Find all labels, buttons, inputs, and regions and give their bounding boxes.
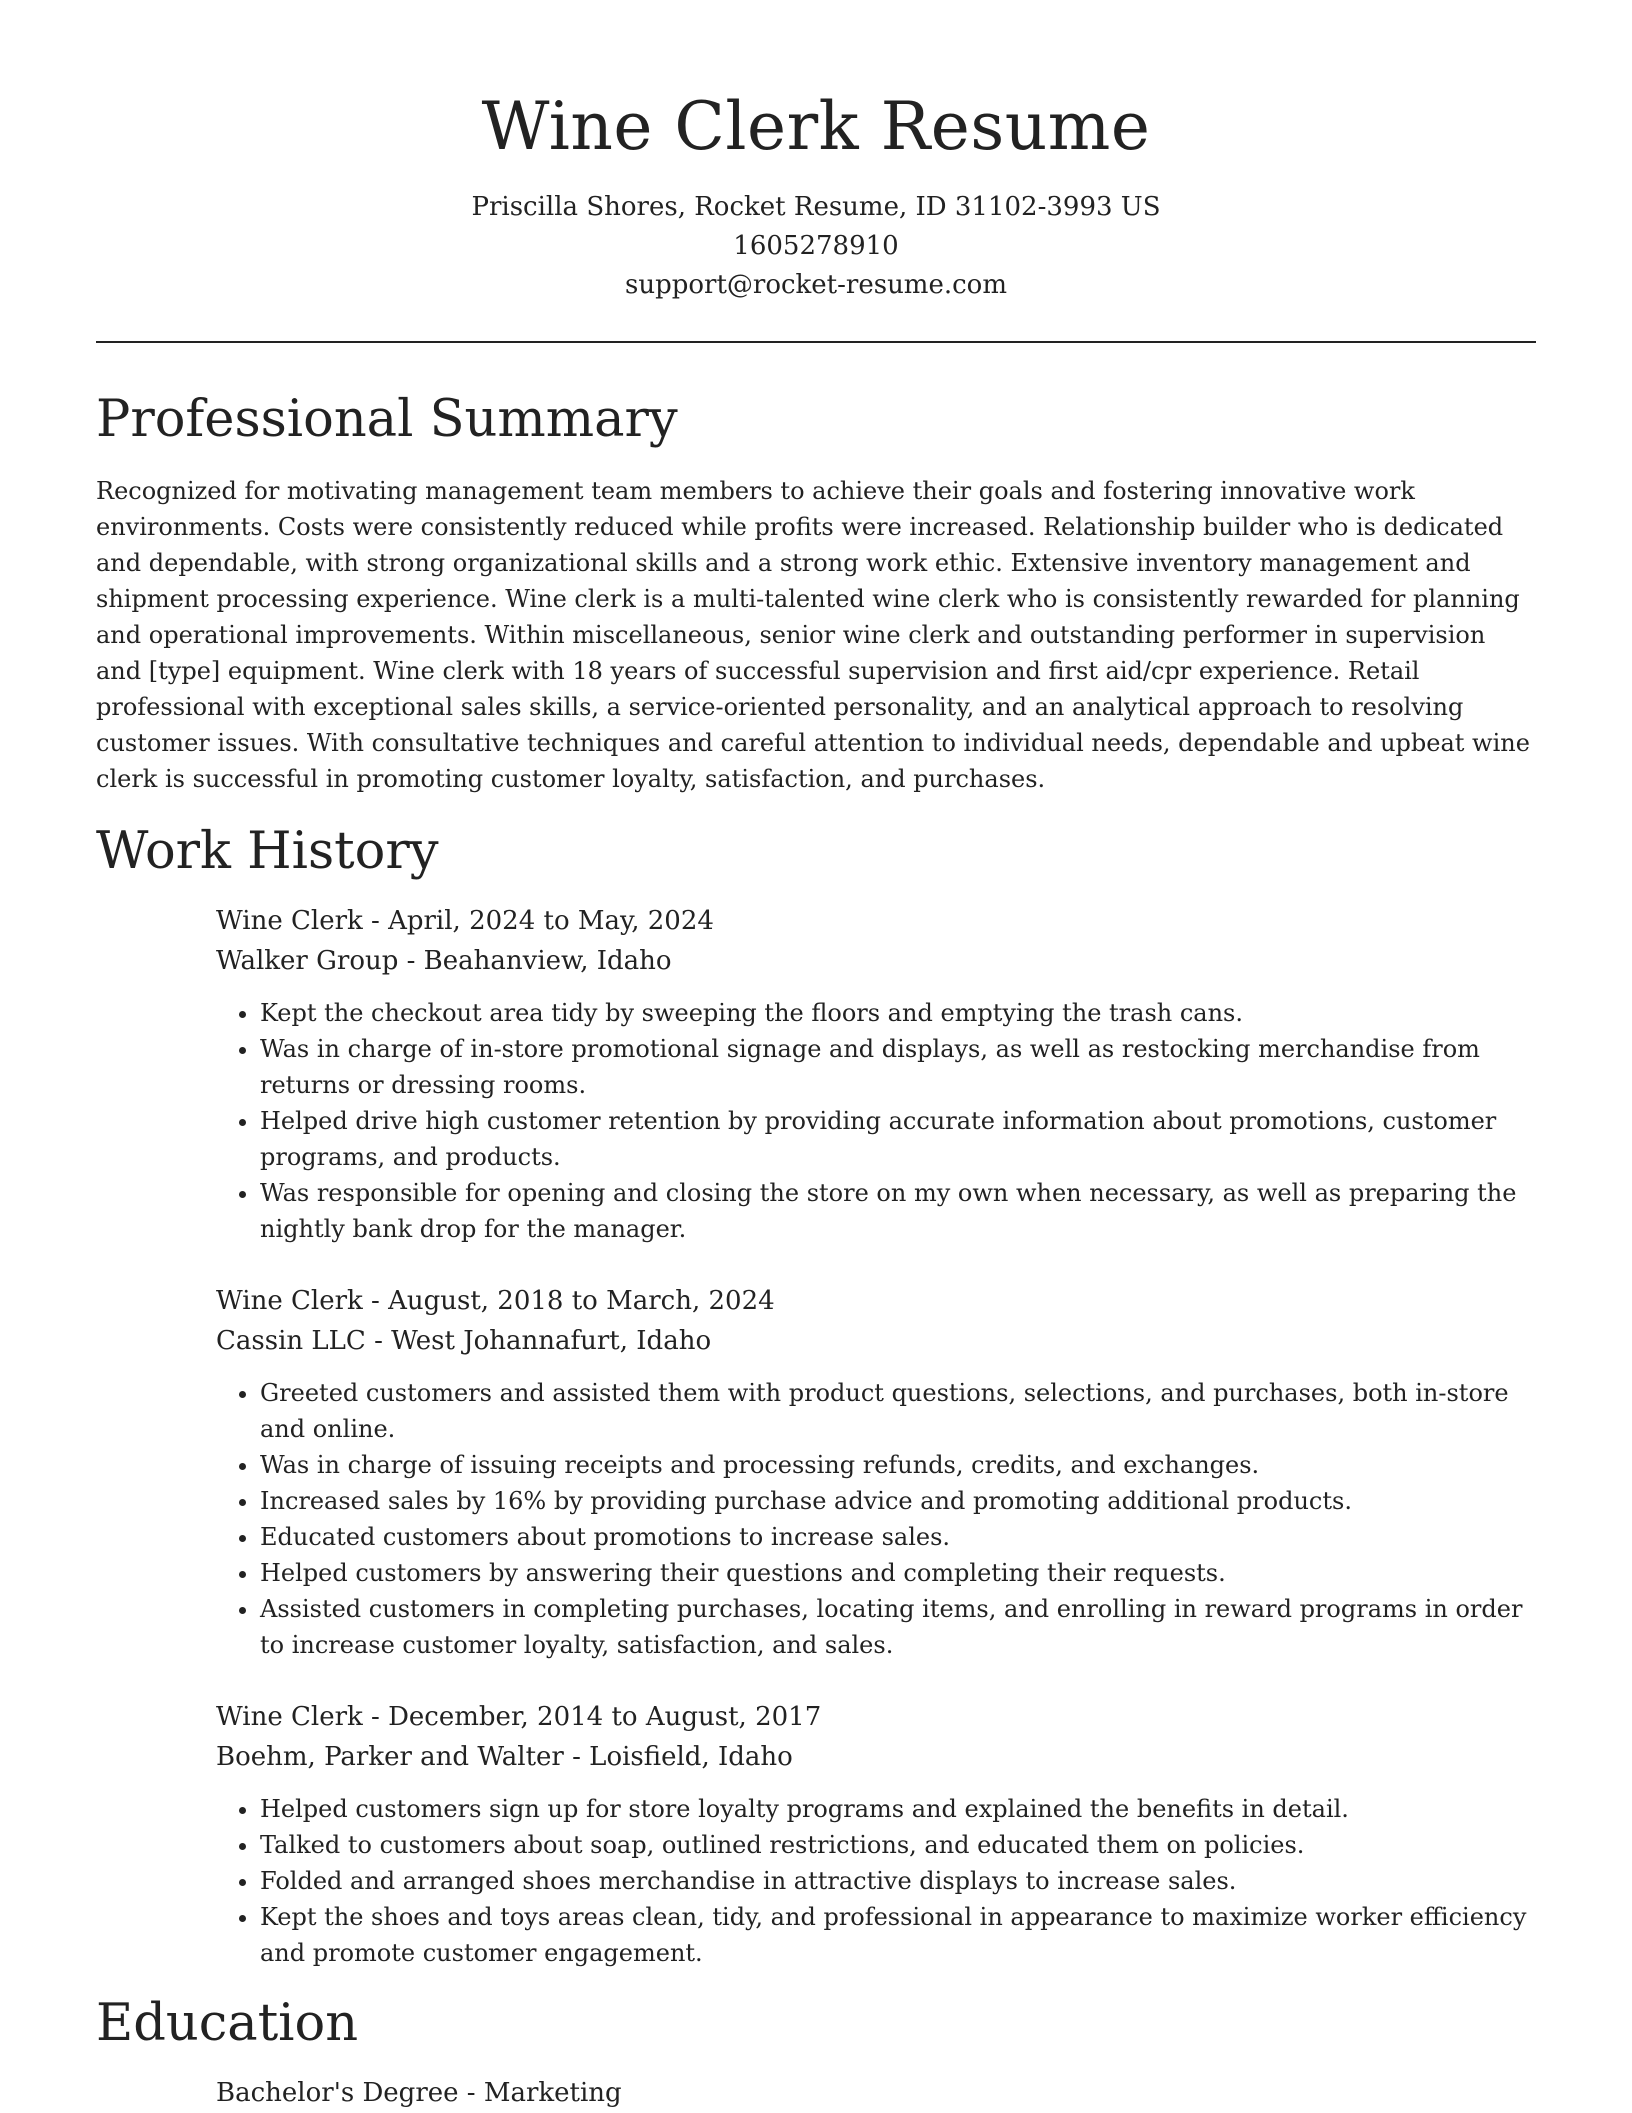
job-bullet-list — [216, 995, 1536, 1247]
work-history-section — [96, 819, 1536, 1971]
resume-header — [96, 0, 1536, 305]
document-title: Wine Clerk Resume — [481, 88, 1151, 165]
job-bullet: • Was responsible for opening and closing the store on my own when necessary, as well as preparing the nightly bank drop for the manager. — [260, 1175, 1536, 1247]
summary-heading: Professional Summary — [96, 390, 678, 449]
job-bullet: • Kept the shoes and toys areas clean, tidy, and professional in appearance to maximize worker efficiency and promote customer engagement. — [260, 1899, 1536, 1971]
job-bullet: • Increased sales by 16% by providing purchase advice and promoting additional products. — [260, 1483, 1536, 1519]
work-history-heading: Work History — [96, 822, 439, 881]
job-bullet-list — [216, 1791, 1536, 1971]
education-degree: Bachelor's Degree - Marketing — [216, 2078, 622, 2108]
job-bullet: • Was in charge of in-store promotional signage and displays, as well as restocking merchandise from returns or dressing rooms. — [260, 1031, 1536, 1103]
job-bullet: • Talked to customers about soap, outlined restrictions, and educated them on policies. — [260, 1827, 1536, 1863]
summary-section — [96, 387, 1536, 797]
education-heading: Education — [96, 1994, 359, 2053]
job-bullet: • Greeted customers and assisted them with product questions, selections, and purchases, both in-store and online. — [260, 1375, 1536, 1447]
header-divider — [96, 341, 1536, 343]
job-bullet: • Was in charge of issuing receipts and processing refunds, credits, and exchanges. — [260, 1447, 1536, 1483]
job-company-location: Boehm, Parker and Walter - Loisfield, Idaho — [216, 1742, 793, 1772]
resume-page — [96, 0, 1536, 2113]
job-company-location: Cassin LLC - West Johannafurt, Idaho — [216, 1326, 712, 1356]
job-title-dates: Wine Clerk - August, 2018 to March, 2024 — [216, 1286, 775, 1316]
job-bullet: • Assisted customers in completing purchases, locating items, and enrolling in reward programs in order to increase customer loyalty, satisfaction, and sales. — [260, 1591, 1536, 1663]
job-company-location: Walker Group - Beahanview, Idaho — [216, 946, 672, 976]
contact-address: Priscilla Shores, Rocket Resume, ID 31102-3993 US — [471, 192, 1161, 222]
contact-info — [96, 188, 1536, 305]
job-bullet: • Helped drive high customer retention by providing accurate information about promotions, customer programs, and products. — [260, 1103, 1536, 1175]
job-bullet: • Helped customers sign up for store loyalty programs and explained the benefits in detail. — [260, 1791, 1536, 1827]
contact-phone: 1605278910 — [733, 231, 899, 261]
education-section — [96, 1991, 1536, 2113]
job-bullet: • Educated customers about promotions to increase sales. — [260, 1519, 1536, 1555]
job-title-dates: Wine Clerk - December, 2014 to August, 2017 — [216, 1702, 822, 1732]
contact-email: support@rocket-resume.com — [624, 270, 1007, 300]
job-bullet-list — [216, 1375, 1536, 1663]
job-bullet: • Folded and arranged shoes merchandise in attractive displays to increase sales. — [260, 1863, 1536, 1899]
job-entry — [216, 1281, 1536, 1663]
job-entry — [216, 901, 1536, 1247]
job-entry — [216, 1697, 1536, 1971]
summary-text: Recognized for motivating management team members to achieve their goals and fostering innovative work environments. Costs were consistently reduced while profits were increased. Relationship builder who is dedicated and dependable, with strong organizational skills and a strong work ethic. Extensive inventory management and shipment processing experience. Wine clerk is a multi-talented wine clerk who is consistently rewarded for planning and operational improvements. Within miscellaneous, senior wine clerk and outstanding performer in supervision and [type] equipment. Wine clerk with 18 years of successful supervision and first aid/cpr experience. Retail professional with exceptional sales skills, a service-oriented personality, and an analytical approach to resolving customer issues. With consultative techniques and careful attention to individual needs, dependable and upbeat wine clerk is successful in promoting customer loyalty, satisfaction, and purchases. — [96, 477, 1530, 793]
job-bullet: • Kept the checkout area tidy by sweeping the floors and emptying the trash cans. — [260, 995, 1536, 1031]
job-bullet: • Helped customers by answering their questions and completing their requests. — [260, 1555, 1536, 1591]
job-title-dates: Wine Clerk - April, 2024 to May, 2024 — [216, 906, 714, 936]
